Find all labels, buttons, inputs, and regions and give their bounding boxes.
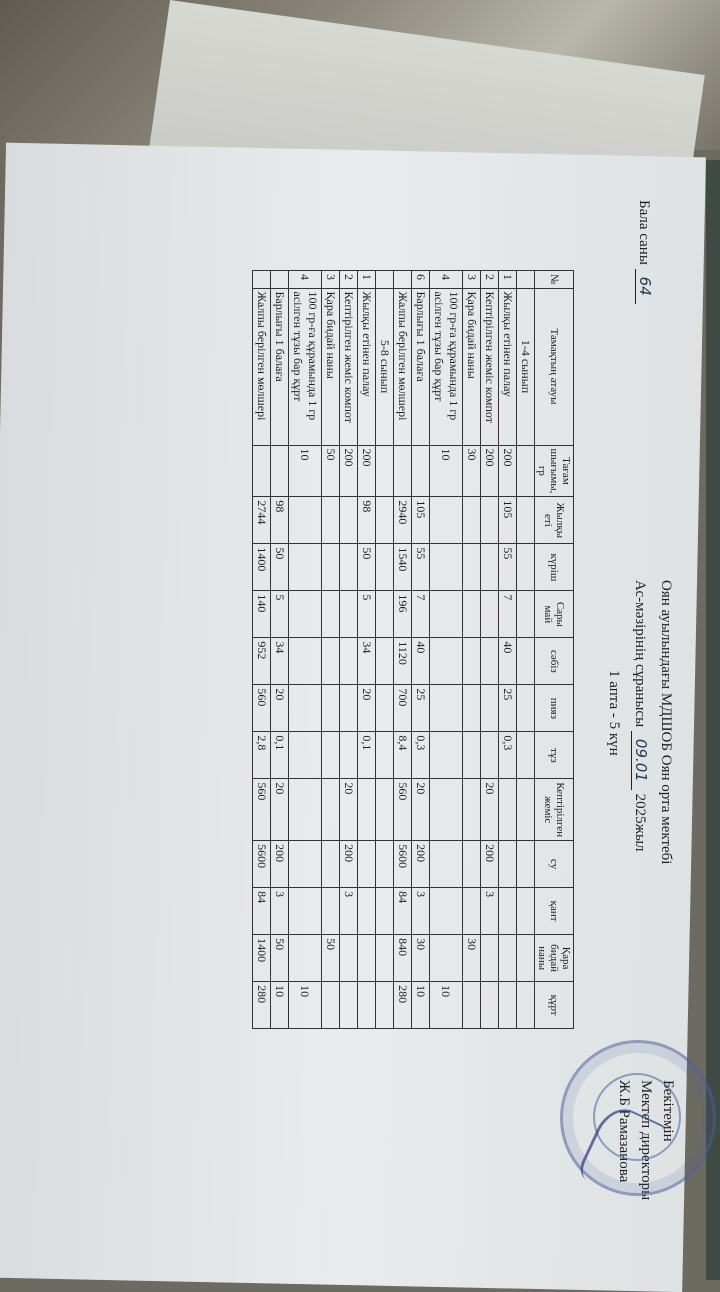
table-header-row bbox=[535, 271, 574, 1029]
row-value: 3 bbox=[412, 888, 430, 935]
row-value bbox=[481, 497, 499, 544]
row-value: 5 bbox=[358, 591, 376, 638]
row-value bbox=[430, 779, 463, 841]
header-ingredient: күріш bbox=[535, 544, 574, 591]
row-value bbox=[358, 935, 376, 982]
row-value bbox=[463, 544, 481, 591]
row-num: 3 bbox=[322, 271, 340, 289]
row-num: 1 bbox=[358, 271, 376, 289]
child-count bbox=[635, 200, 654, 304]
row-value: 0,1 bbox=[271, 732, 289, 779]
section-empty bbox=[376, 935, 394, 982]
row-value: 5 bbox=[271, 591, 289, 638]
section-empty bbox=[376, 982, 394, 1029]
row-value: 200 bbox=[481, 841, 499, 888]
row-value: 50 bbox=[322, 935, 340, 982]
row-value: 40 bbox=[412, 638, 430, 685]
year-suffix: 2025жыл bbox=[632, 793, 648, 852]
row-value: 840 bbox=[394, 935, 412, 982]
row-value: 34 bbox=[271, 638, 289, 685]
row-value bbox=[430, 544, 463, 591]
row-value bbox=[430, 638, 463, 685]
row-value bbox=[430, 732, 463, 779]
row-value bbox=[322, 497, 340, 544]
header-ingredient: Сары май bbox=[535, 591, 574, 638]
row-value bbox=[289, 591, 322, 638]
row-value: 20 bbox=[358, 685, 376, 732]
row-value bbox=[289, 888, 322, 935]
row-portion: 200 bbox=[499, 445, 517, 497]
row-value bbox=[499, 779, 517, 841]
row-value bbox=[340, 497, 358, 544]
row-value: 1120 bbox=[394, 638, 412, 685]
row-value bbox=[430, 935, 463, 982]
header-ingredient: құрт bbox=[535, 982, 574, 1029]
row-value bbox=[463, 685, 481, 732]
row-value bbox=[463, 497, 481, 544]
row-value bbox=[463, 841, 481, 888]
row-portion: 200 bbox=[358, 445, 376, 497]
section-empty bbox=[517, 888, 535, 935]
row-value: 3 bbox=[481, 888, 499, 935]
section-num-cell bbox=[517, 271, 535, 289]
row-value bbox=[289, 779, 322, 841]
row-num bbox=[271, 271, 289, 289]
section-empty bbox=[517, 982, 535, 1029]
row-value: 20 bbox=[271, 685, 289, 732]
school-line: Оян ауылындағы МДШОБ Оян орта мектебі bbox=[658, 580, 674, 865]
row-value bbox=[289, 638, 322, 685]
header-ingredient: Жылқы еті bbox=[535, 497, 574, 544]
menu-date: 09.01 bbox=[631, 731, 650, 790]
row-value bbox=[499, 982, 517, 1029]
table-row bbox=[289, 271, 322, 1029]
row-value: 30 bbox=[463, 935, 481, 982]
section-empty bbox=[376, 888, 394, 935]
section-empty bbox=[376, 544, 394, 591]
row-value: 98 bbox=[358, 497, 376, 544]
section-empty bbox=[376, 685, 394, 732]
table-row bbox=[253, 271, 271, 1029]
row-value bbox=[463, 591, 481, 638]
header-ingredient: қант bbox=[535, 888, 574, 935]
header-ingredient: сәбіз bbox=[535, 638, 574, 685]
table-row bbox=[358, 271, 376, 1029]
row-value bbox=[289, 685, 322, 732]
row-dish-name: Жылқы етінен палау bbox=[358, 288, 376, 445]
row-value: 2744 bbox=[253, 497, 271, 544]
row-value bbox=[481, 982, 499, 1029]
row-value: 0,3 bbox=[412, 732, 430, 779]
row-value bbox=[430, 888, 463, 935]
section-empty bbox=[517, 497, 535, 544]
row-value: 1400 bbox=[253, 935, 271, 982]
row-dish-name: 100 гр-ға құрамында 1 гр асілген тұзы бар құрт bbox=[430, 288, 463, 445]
row-value bbox=[358, 841, 376, 888]
row-value bbox=[358, 982, 376, 1029]
row-value: 84 bbox=[394, 888, 412, 935]
row-num: 1 bbox=[499, 271, 517, 289]
row-value: 10 bbox=[430, 982, 463, 1029]
header-ingredient: пияз bbox=[535, 685, 574, 732]
row-value: 0,3 bbox=[499, 732, 517, 779]
header-ingredient: Қара бидай наны bbox=[535, 935, 574, 982]
section-label: 5-8 сынып bbox=[376, 288, 394, 445]
row-value: 2940 bbox=[394, 497, 412, 544]
row-value bbox=[463, 638, 481, 685]
approve-label: Бекітемін bbox=[660, 1080, 676, 1142]
row-num bbox=[253, 271, 271, 289]
row-value: 20 bbox=[271, 779, 289, 841]
row-value bbox=[430, 497, 463, 544]
row-value bbox=[499, 841, 517, 888]
section-empty bbox=[517, 841, 535, 888]
row-value bbox=[481, 591, 499, 638]
row-value bbox=[430, 685, 463, 732]
row-value: 20 bbox=[340, 779, 358, 841]
header-dish-name: Тамақтың атауы bbox=[535, 288, 574, 445]
row-value bbox=[340, 591, 358, 638]
row-value bbox=[322, 591, 340, 638]
row-value bbox=[358, 888, 376, 935]
section-empty bbox=[376, 779, 394, 841]
section-empty bbox=[376, 638, 394, 685]
child-count-value: 64 bbox=[635, 269, 654, 304]
row-portion bbox=[412, 445, 430, 497]
row-value: 98 bbox=[271, 497, 289, 544]
row-portion bbox=[253, 445, 271, 497]
row-value bbox=[481, 544, 499, 591]
row-value: 0,1 bbox=[358, 732, 376, 779]
row-value bbox=[340, 935, 358, 982]
row-value bbox=[322, 638, 340, 685]
row-value: 55 bbox=[499, 544, 517, 591]
row-dish-name: 100 гр-ға құрамында 1 гр асілген тұзы бар құрт bbox=[289, 288, 322, 445]
row-value: 50 bbox=[271, 544, 289, 591]
section-empty bbox=[376, 497, 394, 544]
row-value: 3 bbox=[340, 888, 358, 935]
row-value bbox=[340, 732, 358, 779]
row-value bbox=[358, 779, 376, 841]
row-value bbox=[463, 732, 481, 779]
row-dish-name: Қара бидай наны bbox=[463, 288, 481, 445]
row-dish-name: Қара бидай наны bbox=[322, 288, 340, 445]
row-value: 20 bbox=[412, 779, 430, 841]
director-name: Ж.Б Рамазанова bbox=[616, 1080, 632, 1183]
row-value: 7 bbox=[412, 591, 430, 638]
row-value: 34 bbox=[358, 638, 376, 685]
table-row bbox=[340, 271, 358, 1029]
row-portion: 200 bbox=[340, 445, 358, 497]
row-value bbox=[289, 935, 322, 982]
row-value bbox=[322, 841, 340, 888]
row-value bbox=[340, 638, 358, 685]
row-value: 952 bbox=[253, 638, 271, 685]
section-row bbox=[517, 271, 535, 1029]
table-row bbox=[271, 271, 289, 1029]
row-value: 25 bbox=[412, 685, 430, 732]
row-value: 7 bbox=[499, 591, 517, 638]
row-value: 20 bbox=[481, 779, 499, 841]
row-portion: 10 bbox=[430, 445, 463, 497]
row-value: 200 bbox=[340, 841, 358, 888]
row-portion: 10 bbox=[289, 445, 322, 497]
row-num: 2 bbox=[340, 271, 358, 289]
row-value bbox=[463, 779, 481, 841]
row-value bbox=[430, 591, 463, 638]
row-value: 30 bbox=[412, 935, 430, 982]
row-value: 196 bbox=[394, 591, 412, 638]
row-value bbox=[322, 888, 340, 935]
child-count-label: Бала саны bbox=[636, 200, 652, 265]
row-value bbox=[481, 685, 499, 732]
row-value: 105 bbox=[412, 497, 430, 544]
section-empty bbox=[517, 779, 535, 841]
row-num bbox=[394, 271, 412, 289]
row-portion: 50 bbox=[322, 445, 340, 497]
header-ingredient: су bbox=[535, 841, 574, 888]
header-ingredient: Кептірілген жеміс bbox=[535, 779, 574, 841]
row-value bbox=[340, 544, 358, 591]
row-value bbox=[463, 888, 481, 935]
section-label: 1-4 сынып bbox=[517, 288, 535, 445]
row-value bbox=[481, 935, 499, 982]
row-value: 5600 bbox=[253, 841, 271, 888]
row-value: 700 bbox=[394, 685, 412, 732]
row-portion bbox=[394, 445, 412, 497]
row-value: 560 bbox=[394, 779, 412, 841]
menu-label: Ас-мәзірінің сұранысы bbox=[632, 580, 648, 728]
section-empty bbox=[517, 591, 535, 638]
row-dish-name: Жылқы етінен палау bbox=[499, 288, 517, 445]
row-value: 55 bbox=[412, 544, 430, 591]
row-value bbox=[430, 841, 463, 888]
row-dish-name: Жалпы берілген мөлшері bbox=[394, 288, 412, 445]
row-value: 10 bbox=[289, 982, 322, 1029]
row-value bbox=[322, 982, 340, 1029]
row-portion: 30 bbox=[463, 445, 481, 497]
row-value: 200 bbox=[271, 841, 289, 888]
row-num: 4 bbox=[289, 271, 322, 289]
row-value: 50 bbox=[271, 935, 289, 982]
section-empty bbox=[517, 935, 535, 982]
section-empty bbox=[517, 732, 535, 779]
header-num: № bbox=[535, 271, 574, 289]
row-value: 280 bbox=[253, 982, 271, 1029]
section-empty bbox=[517, 638, 535, 685]
row-value bbox=[340, 982, 358, 1029]
row-value: 280 bbox=[394, 982, 412, 1029]
section-empty bbox=[376, 841, 394, 888]
table-row bbox=[412, 271, 430, 1029]
row-dish-name: Жалпы берілген мөлшері bbox=[253, 288, 271, 445]
row-dish-name: Кептірілген жеміс компот bbox=[340, 288, 358, 445]
section-empty bbox=[517, 445, 535, 497]
row-portion: 200 bbox=[481, 445, 499, 497]
row-value: 25 bbox=[499, 685, 517, 732]
row-value bbox=[289, 497, 322, 544]
table-row bbox=[481, 271, 499, 1029]
row-value: 10 bbox=[271, 982, 289, 1029]
row-value bbox=[289, 732, 322, 779]
table-row bbox=[499, 271, 517, 1029]
row-dish-name: Барлығы 1 балаға bbox=[412, 288, 430, 445]
row-value bbox=[289, 841, 322, 888]
row-value bbox=[322, 732, 340, 779]
row-num: 3 bbox=[463, 271, 481, 289]
row-value bbox=[481, 732, 499, 779]
table-row bbox=[394, 271, 412, 1029]
row-value: 560 bbox=[253, 685, 271, 732]
section-empty bbox=[376, 445, 394, 497]
row-num: 2 bbox=[481, 271, 499, 289]
row-value bbox=[463, 982, 481, 1029]
row-value: 10 bbox=[412, 982, 430, 1029]
row-value: 140 bbox=[253, 591, 271, 638]
row-value: 5600 bbox=[394, 841, 412, 888]
row-value: 84 bbox=[253, 888, 271, 935]
row-value bbox=[499, 888, 517, 935]
header-portion: Тағам шығымы, гр bbox=[535, 445, 574, 497]
row-value: 1540 bbox=[394, 544, 412, 591]
table-row bbox=[322, 271, 340, 1029]
table-row bbox=[430, 271, 463, 1029]
section-row bbox=[376, 271, 394, 1029]
section-empty bbox=[517, 685, 535, 732]
header-ingredient: тұз bbox=[535, 732, 574, 779]
row-value bbox=[289, 544, 322, 591]
row-value: 50 bbox=[358, 544, 376, 591]
section-empty bbox=[517, 544, 535, 591]
menu-table bbox=[252, 270, 574, 1029]
row-value bbox=[322, 779, 340, 841]
director-label: Мектеп директоры bbox=[638, 1080, 654, 1201]
row-value bbox=[481, 638, 499, 685]
row-value: 105 bbox=[499, 497, 517, 544]
row-value: 2,8 bbox=[253, 732, 271, 779]
section-num-cell bbox=[376, 271, 394, 289]
section-empty bbox=[376, 591, 394, 638]
row-portion bbox=[271, 445, 289, 497]
row-value bbox=[499, 935, 517, 982]
menu-request-line bbox=[631, 580, 650, 852]
week-day: 1 апта - 5 күн bbox=[606, 670, 622, 756]
table-row bbox=[463, 271, 481, 1029]
row-value: 200 bbox=[412, 841, 430, 888]
row-value: 560 bbox=[253, 779, 271, 841]
row-value bbox=[340, 685, 358, 732]
row-num: 6 bbox=[412, 271, 430, 289]
row-num: 4 bbox=[430, 271, 463, 289]
row-dish-name: Барлығы 1 балаға bbox=[271, 288, 289, 445]
row-value: 40 bbox=[499, 638, 517, 685]
row-value: 8,4 bbox=[394, 732, 412, 779]
row-value bbox=[322, 685, 340, 732]
row-value: 1400 bbox=[253, 544, 271, 591]
row-value bbox=[322, 544, 340, 591]
row-dish-name: Кептірілген жеміс компот bbox=[481, 288, 499, 445]
row-value: 3 bbox=[271, 888, 289, 935]
section-empty bbox=[376, 732, 394, 779]
